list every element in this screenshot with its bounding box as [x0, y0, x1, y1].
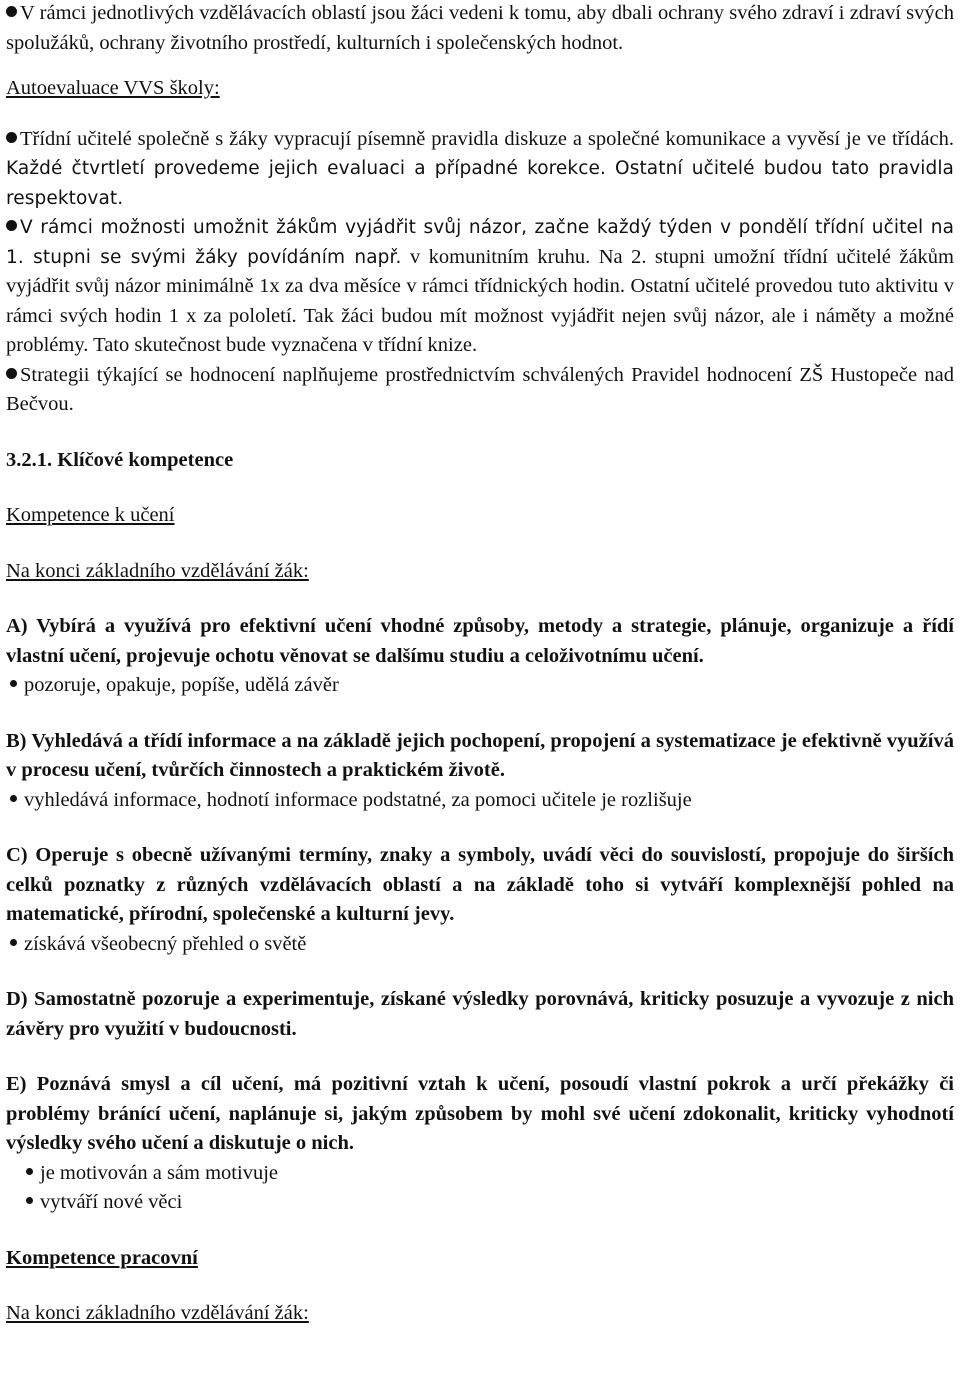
section-heading: 3.2.1. Klíčové kompetence: [6, 448, 234, 471]
competence-item-b: B) Vyhledává a třídí informace a na základě jejich pochopení, propojení a systematizace je efektivně využívá v procesu učení, tvůrčích činnostech a praktickém životě.: [6, 729, 954, 781]
competence-item-e: E) Poznává smysl a cíl učení, má pozitivní vztah k učení, posoudí vlastní pokrok a určí překážky či problémy bránící učení, naplánuje si, jakým způsobem by mohl své učení zdokonalit, kriticky vyhodnotí výsledky svého učení a diskutuje o nich.: [6, 1073, 954, 1154]
intro-paragraph: V rámci jednotlivých vzdělávacích oblastí jsou žáci vedeni k tomu, aby dbali ochrany svého zdraví i zdraví svých spolužáků, ochrany životního prostředí, kulturních i společenských hodnot.: [6, 2, 954, 54]
na-konci-label-2: Na konci základního vzdělávání žák:: [6, 1302, 309, 1324]
bullet-icon: [10, 939, 17, 946]
bullet-icon: [6, 220, 17, 231]
competence-item-c: C) Operuje s obecně užívanými termíny, znaky a symboly, uvádí věci do souvislostí, propojuje do širších celků poznatky z různých vzdělávacích oblastí a na základě toho si vytváří komplexnější pohled na matematické, přírodní, společenské a kulturní jevy.: [6, 844, 954, 925]
autoevaluace-heading: Autoevaluace VVS školy:: [6, 77, 220, 99]
competence-item-a: A) Vybírá a využívá pro efektivní učení vhodné způsoby, metody a strategie, plánuje, organizuje a řídí vlastní učení, projevuje ochotu věnovat se dalšímu studiu a celoživotnímu učení.: [6, 615, 954, 667]
competence-subitem-a: pozoruje, opakuje, popíše, udělá závěr: [6, 671, 954, 701]
bullet-paragraph-2: V rámci možnosti umožnit žákům vyjádřit svůj názor, začne každý týden v pondělí třídní učitel na 1. stupni se svými žáky povídáním např. v komunitním kruhu. Na 2. stupni umožní třídní učitelé žákům vyjádřit svůj názor minimálně 1x za dva měsíce v rámci třídnických hodin. Ostatní učitelé provedou tuto aktivitu v rámci svých hodin 1 x za pololetí. Tak žáci budou mít možnost vyjádřit nejen svůj názor, ale i náměty a možné problémy. Tato skutečnost bude vyznačena v třídní knize.: [6, 217, 954, 356]
bullet-icon: [6, 132, 17, 143]
bullet-icon: [10, 680, 17, 687]
bullet-icon: [10, 795, 17, 802]
kompetence-pracovni-heading: Kompetence pracovní: [6, 1246, 198, 1269]
competence-subitem-c: získává všeobecný přehled o světě: [6, 930, 954, 960]
bullet-icon: [6, 368, 17, 379]
bullet-paragraph-1: Třídní učitelé společně s žáky vypracují písemně pravidla diskuze a společné komunikace a vyvěsí je ve třídách. Každé čtvrtletí provedeme jejich evaluaci a případné korekce. Ostatní učitelé budou tato pravidla respektovat.: [6, 127, 954, 209]
competence-subitem-e1: je motivován a sám motivuje: [6, 1159, 954, 1189]
bullet-paragraph-3: Strategii týkající se hodnocení naplňujeme prostřednictvím schválených Pravidel hodnocení ZŠ Hustopeče nad Bečvou.: [6, 363, 954, 415]
document-page: [6, 0, 954, 1329]
competence-item-d: D) Samostatně pozoruje a experimentuje, získané výsledky porovnává, kriticky posuzuje a vyvozuje z nich závěry pro využití v budoucnosti.: [6, 988, 954, 1040]
bullet-icon: [6, 6, 17, 17]
kompetence-uceni-heading: Kompetence k učení: [6, 504, 175, 526]
na-konci-label-1: Na konci základního vzdělávání žák:: [6, 559, 309, 582]
bullet-icon: [26, 1168, 33, 1175]
bullet-icon: [26, 1197, 33, 1204]
competence-subitem-e2: vytváří nové věci: [6, 1188, 954, 1218]
competence-subitem-b: vyhledává informace, hodnotí informace podstatné, za pomoci učitele je rozlišuje: [6, 786, 954, 816]
